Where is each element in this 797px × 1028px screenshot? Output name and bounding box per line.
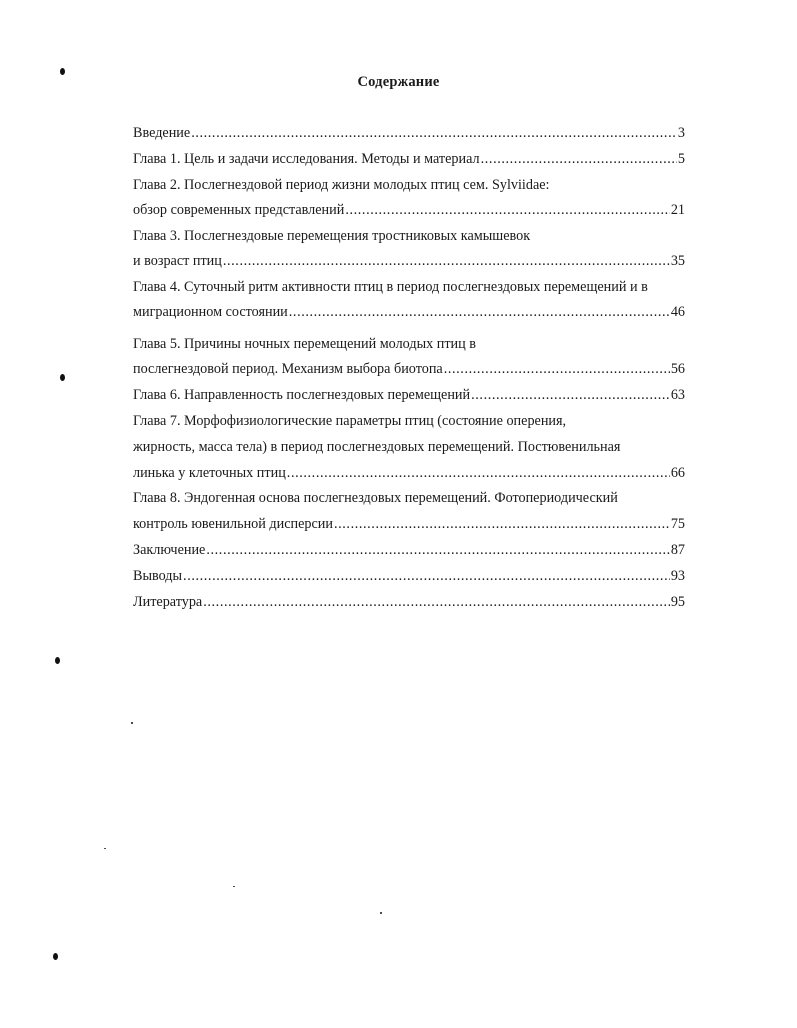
toc-entry-chapter-4-line-2 <box>133 303 685 321</box>
toc-page-number: 3 <box>677 125 685 141</box>
toc-entry-chapter-8-line-1: Глава 8. Эндогенная основа послегнездовых перемещений. Фотопериодический <box>133 490 618 506</box>
toc-entry-text: Глава 1. Цель и задачи исследования. Методы и материал <box>133 151 480 167</box>
toc-entry-chapter-5-line-2 <box>133 360 685 378</box>
dot-leader <box>203 593 670 611</box>
toc-entry-chapter-6 <box>133 386 685 404</box>
dot-leader <box>287 464 670 482</box>
toc-entry-chapter-4-line-1: Глава 4. Суточный ритм активности птиц в период послегнездовых перемещений и в <box>133 279 648 295</box>
toc-entry-text: и возраст птиц <box>133 253 222 269</box>
toc-entry-chapter-1 <box>133 150 685 168</box>
dot-leader <box>471 386 670 404</box>
toc-entry-text: миграционном состоянии <box>133 304 288 320</box>
toc-entry-text: линька у клеточных птиц <box>133 465 286 481</box>
dot-leader <box>183 567 670 585</box>
toc-page-number: 21 <box>670 202 685 218</box>
toc-entry-conclusion <box>133 541 685 559</box>
toc-page-number: 56 <box>670 361 685 377</box>
toc-page-number: 75 <box>670 516 685 532</box>
toc-entry-text: Заключение <box>133 542 206 558</box>
toc-entry-chapter-2-line-1: Глава 2. Послегнездовой период жизни молодых птиц сем. Sylviidae: <box>133 177 550 193</box>
toc-entry-text: Выводы <box>133 568 183 584</box>
toc-page-number: 35 <box>670 253 685 269</box>
toc-page-number: 87 <box>670 542 685 558</box>
scan-speck <box>131 722 133 724</box>
dot-leader <box>289 303 670 321</box>
toc-entry-text: контроль ювенильной дисперсии <box>133 516 333 532</box>
scan-speck <box>233 886 235 887</box>
scan-speck <box>104 848 106 849</box>
toc-entry-text: послегнездовой период. Механизм выбора биотопа <box>133 361 443 377</box>
dot-leader <box>334 515 670 533</box>
toc-entry-findings <box>133 567 685 585</box>
dot-leader <box>206 541 669 559</box>
scan-speck <box>55 657 60 664</box>
toc-entry-chapter-3-line-1: Глава 3. Послегнездовые перемещения тростниковых камышевок <box>133 228 531 244</box>
dot-leader <box>191 124 677 142</box>
scan-speck <box>380 912 382 914</box>
toc-entry-chapter-7-line-2: жирность, масса тела) в период послегнездовых перемещений. Постювенильная <box>133 439 621 455</box>
scan-speck <box>60 374 65 381</box>
dot-leader <box>345 201 669 219</box>
toc-entry-text: обзор современных представлений <box>133 202 345 218</box>
toc-entry-chapter-8-line-2 <box>133 515 685 533</box>
toc-entry-chapter-2-line-2 <box>133 201 685 219</box>
dot-leader <box>223 252 670 270</box>
toc-page-number: 93 <box>670 568 685 584</box>
toc-entry-text: Литература <box>133 594 203 610</box>
toc-entry-chapter-5-line-1: Глава 5. Причины ночных перемещений молодых птиц в <box>133 336 476 352</box>
dot-leader <box>481 150 677 168</box>
dot-leader <box>444 360 670 378</box>
toc-entry-references <box>133 593 685 611</box>
toc-page-number: 95 <box>670 594 685 610</box>
scan-speck <box>53 953 58 960</box>
toc-entry-chapter-7-line-1: Глава 7. Морфофизиологические параметры птиц (состояние оперения, <box>133 413 567 429</box>
toc-page-number: 46 <box>670 304 685 320</box>
toc-entry-chapter-7-line-3 <box>133 464 685 482</box>
toc-entry-text: Введение <box>133 125 191 141</box>
toc-entry-introduction <box>133 124 685 142</box>
scan-speck <box>60 68 65 75</box>
toc-entry-chapter-3-line-2 <box>133 252 685 270</box>
toc-page-number: 63 <box>670 387 685 403</box>
toc-entry-text: Глава 6. Направленность послегнездовых перемещений <box>133 387 471 403</box>
toc-page-number: 66 <box>670 465 685 481</box>
page-title: Содержание <box>357 74 440 90</box>
toc-page-number: 5 <box>677 151 685 167</box>
